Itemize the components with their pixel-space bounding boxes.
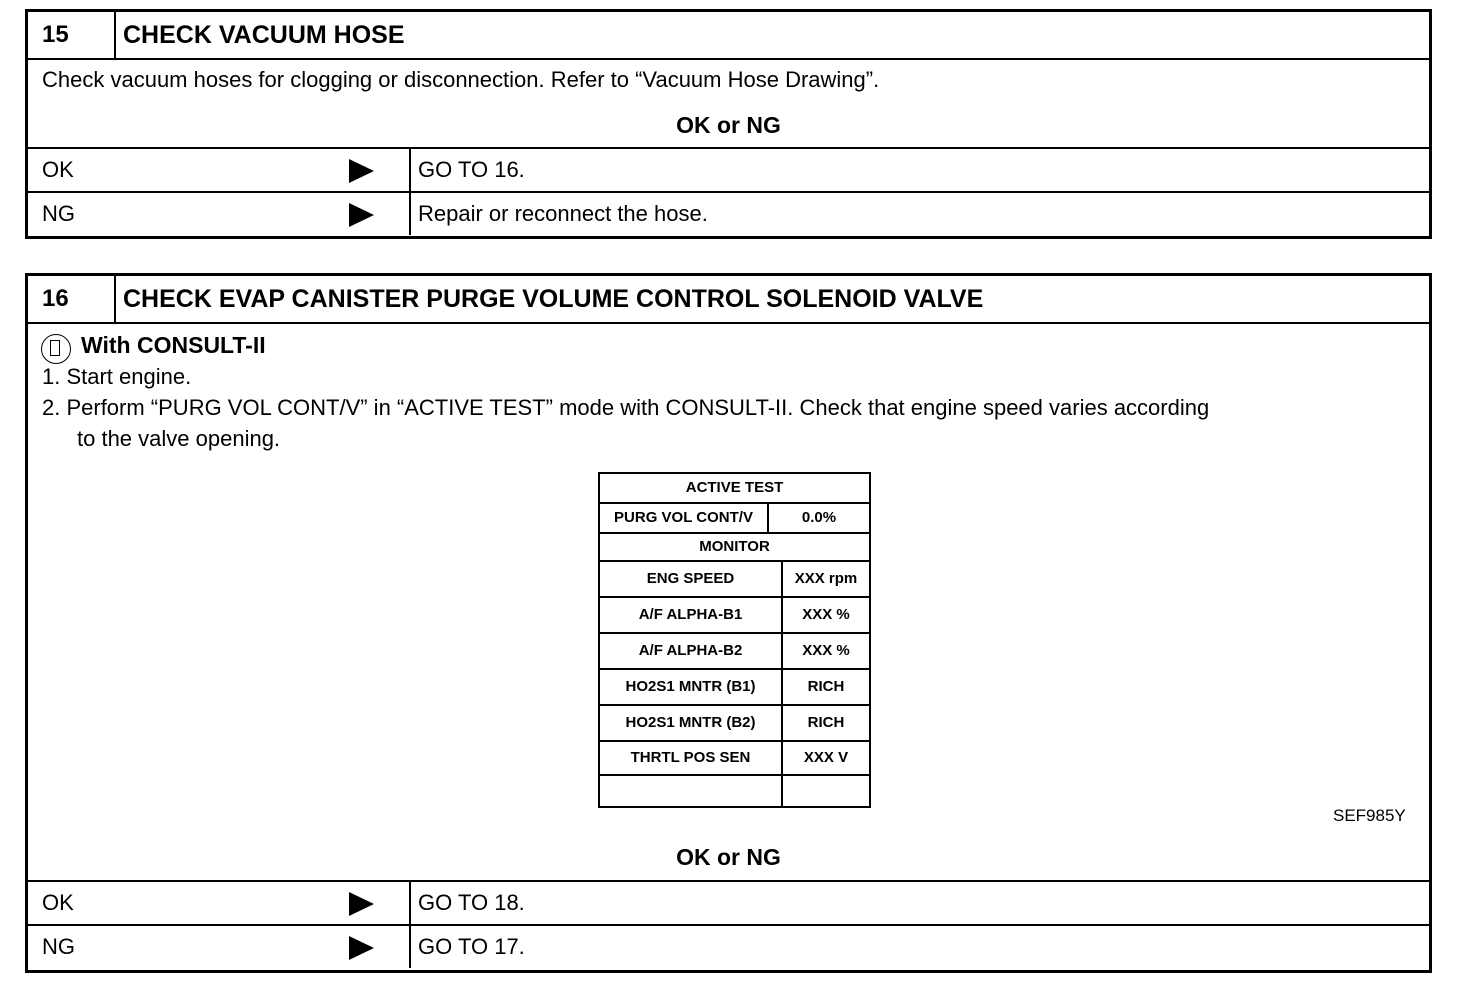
monitor-value: RICH [807,678,845,695]
figure-code: SEF985Y [1333,806,1406,825]
arrow-right-icon [349,159,374,183]
result-label: NG [42,934,75,959]
result-row-ng [28,191,1429,235]
step-instruction: Check vacuum hoses for clogging or disconnection. Refer to “Vacuum Hose Drawing”. [42,67,880,92]
result-row-ok [28,880,1429,924]
arrow-right-icon [349,936,374,960]
result-row-ng [28,924,1429,968]
result-action: Repair or reconnect the hose. [418,201,708,226]
arrow-right-icon [349,203,374,227]
step-15-header [28,12,1429,60]
step-15-box [25,9,1432,239]
ok-or-ng-label: OK or NG [676,112,781,138]
procedure-step: 2. Perform “PURG VOL CONT/V” in “ACTIVE TEST” mode with CONSULT-II. Check that engine speed varies according [42,395,1210,420]
test-value: 0.0% [801,509,837,526]
monitor-value: XXX % [802,642,850,659]
consult-screen-figure [598,472,871,808]
consult-tool-icon [41,334,71,364]
arrow-right-icon [349,892,374,916]
procedure-step: 1. Start engine. [42,364,192,389]
monitor-value: XXX rpm [794,570,858,587]
monitor-value: XXX V [803,749,849,766]
monitor-item: HO2S1 MNTR (B2) [625,714,756,731]
result-action: GO TO 17. [418,934,525,959]
procedure-step-continued: to the valve opening. [77,426,281,451]
monitor-label: MONITOR [699,538,770,555]
monitor-item: A/F ALPHA-B1 [638,606,743,623]
monitor-item: HO2S1 MNTR (B1) [625,678,756,695]
result-label: OK [42,890,74,915]
monitor-item: A/F ALPHA-B2 [638,642,743,659]
step-16-box [25,273,1432,973]
monitor-value: RICH [807,714,845,731]
step-16-header [28,276,1429,324]
monitor-item: ENG SPEED [646,570,735,587]
mode-label: With CONSULT-II [81,332,266,358]
step-number: 15 [28,12,116,58]
ok-or-ng-label: OK or NG [676,844,781,870]
step-title: CHECK VACUUM HOSE [123,21,405,49]
step-title: CHECK EVAP CANISTER PURGE VOLUME CONTROL SOLENOID VALVE [123,285,984,313]
step-number: 16 [28,276,116,322]
result-action: GO TO 16. [418,157,525,182]
result-action: GO TO 18. [418,890,525,915]
test-item: PURG VOL CONT/V [614,509,753,526]
monitor-item: THRTL POS SEN [630,749,751,766]
result-label: NG [42,201,75,226]
result-label: OK [42,157,74,182]
monitor-value: XXX % [802,606,850,623]
screen-title: ACTIVE TEST [685,479,784,496]
result-row-ok [28,147,1429,191]
